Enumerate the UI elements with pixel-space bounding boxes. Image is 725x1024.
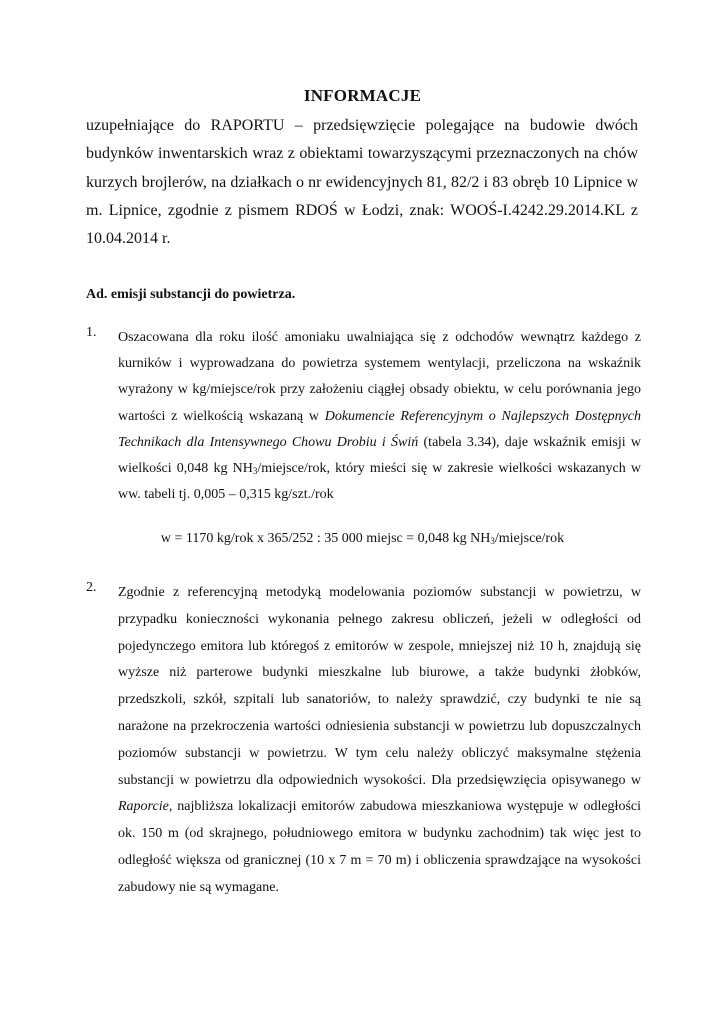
formula-main: w = 1170 kg/rok x 365/252 : 35 000 miejsc = 0,048 kg NH (160, 531, 491, 546)
item2-text-part1: Zgodnie z referencyjną metodyką modelowania poziomów substancji w powietrzu, w przypadku konieczności wykonania pełnego zakresu obliczeń, jeżeli w odległości od pojedynczego emitora lub któregoś z emitorów w zespole, mniejszej niż 10 h, znajdują się wyższe niż parterowe budynki mieszkalne lub biurowe, a także budynki żłobków, przedszkoli, szkół, szpitali lub sanatoriów, to należy sprawdzić, czy budynki te nie są narażone na przekroczenia wartości odniesienia substancji w powietrzu lub dopuszczalnych poziomów substancji w powietrzu. W tym celu należy obliczyć maksymalne stężenia substancji w powietrzu dla odpowiednich wysokości. Dla przedsięwzięcia opisywanego w (118, 585, 641, 788)
list-item-2 (86, 580, 641, 902)
emission-formula (0, 531, 725, 547)
list-item-number: 2. (86, 580, 97, 595)
formula-unit: /miejsce/rok (494, 531, 565, 546)
section-heading: Ad. emisji substancji do powietrza. (86, 287, 296, 302)
list-item-text (118, 580, 641, 902)
item1-subscript: 3 (252, 466, 258, 477)
list-item-text (118, 325, 641, 508)
list-item-number: 1. (86, 325, 97, 340)
item1-text-part3: /miejsce/rok, który mieści się w zakresie wielkości wskazanych w ww. tabeli tj. 0,005 – 0,315 kg/szt./rok (118, 461, 641, 503)
formula-subscript: 3 (490, 536, 495, 546)
document-title: INFORMACJE (303, 86, 422, 105)
item1-document-reference: Dokumencie Referencyjnym o Najlepszych Dostępnych Technikach dla Intensywnego Chowu Drobiu i Świń (118, 408, 641, 450)
item1-text-part1: Oszacowana dla roku ilość amoniaku uwalniająca się z odchodów wewnątrz każdego z kurników i wyprowadzana do powietrza systemem wentylacji, przeliczona na wskaźnik wyrażony w kg/miejsce/rok przy założeniu ciągłej obsady obiektu, w celu porównania jego wartości z wielkością wskazaną w (118, 330, 641, 424)
intro-paragraph: uzupełniające do RAPORTU – przedsięwzięcie polegające na budowie dwóch budynków inwentarskich wraz z obiektami towarzyszącymi przeznaczonych na chów kurzych brojlerów, na działkach o nr ewidencyjnych 81, 82/2 i 83 obręb 10 Lipnice w m. Lipnice, zgodnie z pismem RDOŚ w Łodzi, znak: WOOŚ-I.4242.29.2014.KL z 10.04.2014 r. (86, 117, 638, 248)
list-item-1 (86, 325, 641, 508)
item1-text-part2: (tabela 3.34), daje wskaźnik emisji w wielkości 0,048 kg NH (118, 434, 641, 477)
item2-report-reference: Raporcie (118, 799, 169, 815)
item2-text-part2: , najbliższa lokalizacji emitorów zabudowa mieszkaniowa występuje w odległości ok. 150 m (od skrajnego, południowego emitora w budynku zachodnim) tak więc jest to odległość większa od granicznej (10 x 7 m = 70 m) i obliczenia sprawdzające na wysokości zabudowy nie są wymagane. (118, 799, 641, 895)
